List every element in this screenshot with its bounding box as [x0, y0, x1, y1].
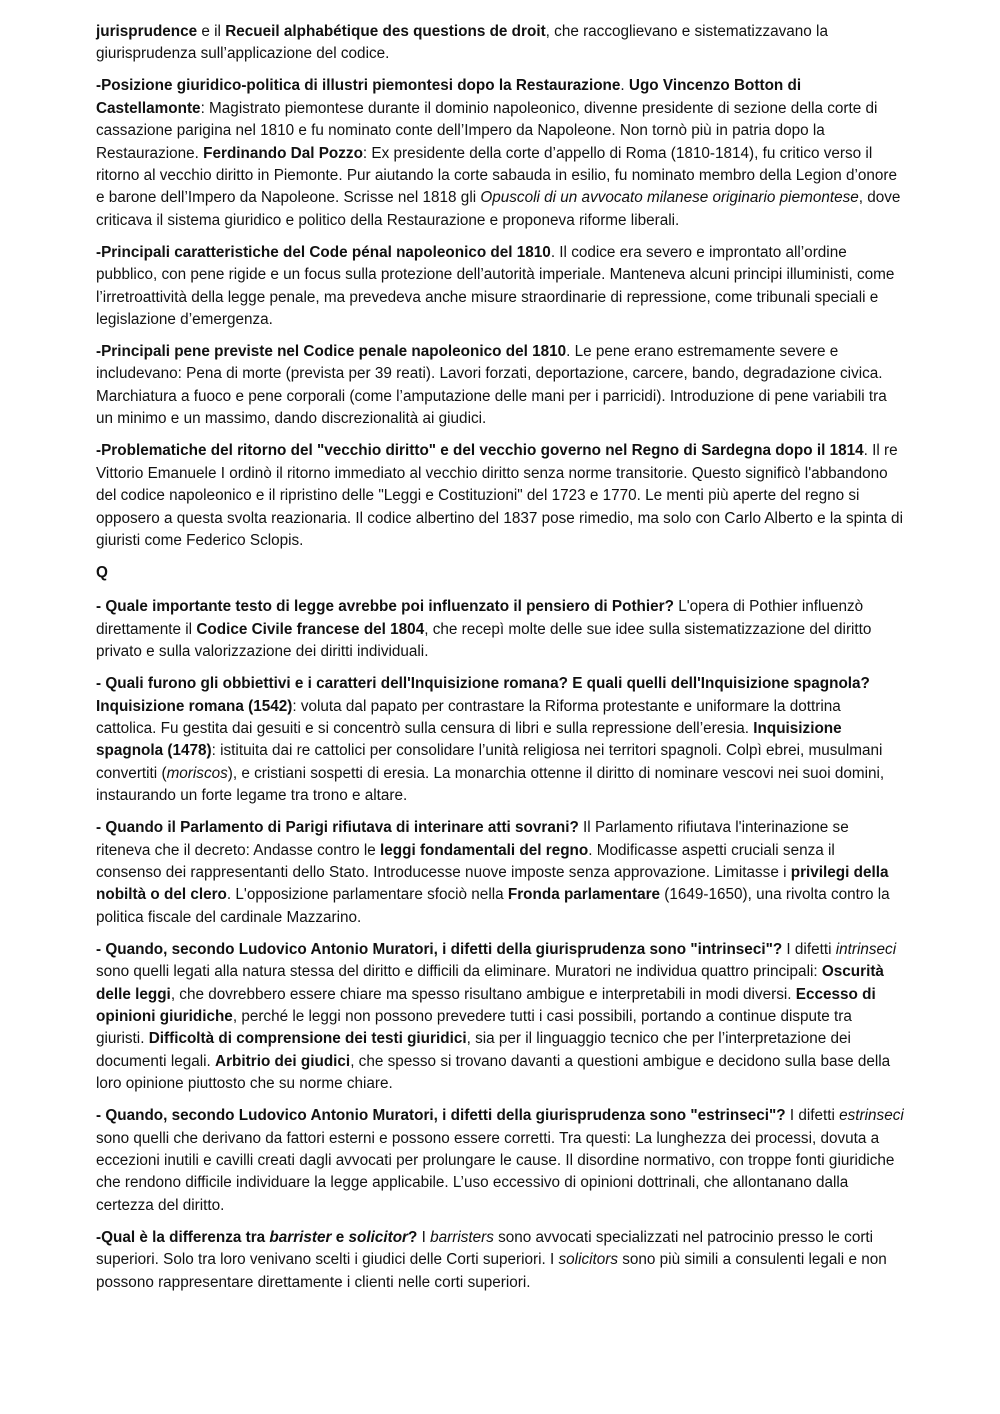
body-text: sono quelli legati alla natura stessa del diritto e difficili da eliminare. Muratori ne individua quattro principali:	[96, 963, 822, 981]
emphasis-text: Codice Civile francese del 1804	[196, 620, 425, 638]
emphasis-text: Arbitrio dei giudici	[215, 1052, 351, 1070]
body-text: . Modificasse aspetti cruciali senza il consenso dei rappresentanti dello Stato. Introducesse nuove imposte senza approvazione. Limitasse i	[96, 841, 835, 881]
body-text: (1649-1650), una rivolta contro la politica fiscale del cardinale Mazzarino.	[96, 886, 890, 926]
emphasis-text: -Principali pene previste nel Codice penale napoleonico del 1810	[96, 343, 567, 361]
body-text: , che recepì molte delle sue idee sulla sistematizzazione del diritto privato e sulla valorizzazione dei diritti individuali.	[96, 620, 872, 661]
emphasis-text: solicitor	[348, 1228, 409, 1246]
body-text: . L'opposizione parlamentare sfociò nella	[226, 886, 508, 904]
emphasis-text: - Quale importante testo di legge avrebbe poi influenzato il pensiero di Pothier?	[96, 598, 674, 616]
body-text: : Magistrato piemontese durante il dominio napoleonico, divenne presidente di sezione della corte di cassazione parigina nel 1810 e fu nominato conte dell’Impero da Napoleone. Non tornò più in patria dopo la Restaurazione.	[96, 99, 878, 162]
emphasis-text: estrinseci	[839, 1107, 904, 1125]
body-text: Il Parlamento rifiutava l'interinazione se riteneva che il decreto: Andasse contro le	[96, 819, 849, 859]
emphasis-text: barrister	[269, 1228, 332, 1246]
paragraph-code-penal	[96, 242, 904, 332]
emphasis-text: leggi fondamentali del regno	[380, 841, 589, 859]
body-text: I difetti	[785, 1107, 840, 1125]
emphasis-text: - Quando, secondo Ludovico Antonio Muratori, i difetti della giurisprudenza sono "estrinseci"?	[96, 1107, 786, 1125]
body-text: : istituita dai re cattolici per consolidare l’unità religiosa nei territori spagnoli. Colpì ebrei, musulmani convertiti (	[96, 742, 883, 782]
body-text: e il	[197, 23, 226, 40]
body-text: . Il re Vittorio Emanuele I ordinò il ritorno immediato al vecchio diritto senza norme transitorie. Questo significò l'abbandono del codice napoleonico e il ripristino delle "Leggi e Costituzioni" del 1723 e 1770. Le menti più aperte del regno si opposero a questa svolta reazionaria. Il codice albertino del 1837 pose rimedio, ma solo con Carlo Alberto e la spinta di giuristi come Federico Sclopis.	[96, 442, 903, 549]
paragraph-piemontesi	[96, 75, 904, 232]
body-text: : Ex presidente della corte d’appello di Roma (1810-1814), fu critico verso il ritorno al vecchio diritto in Piemonte. Pur aiutando la corte sabauda in esilio, fu nominato membro della Legion d’onore e barone dell’Impero da Napoleone. Scrisse nel 1818 gli	[96, 144, 898, 207]
body-text: , che dovrebbero essere chiare ma spesso risultano ambigue e interpretabili in modi diversi.	[170, 985, 796, 1003]
body-text: . Le pene erano estremamente severe e includevano: Pena di morte (prevista per 39 reati). Lavori forzati, deportazione, carcere, bando, degradazione civica. Marchiatura a fuoco e pene corporali (come l’amputazione delle mani per i parricidi). Introduzione di pene variabili tra un minimo e un massimo, dando discrezionalità ai giudici.	[96, 343, 887, 428]
body-text: sono avvocati specializzati nel patrocinio presso le corti superiori. Solo tra loro venivano scelti i giudici delle Corti superiori. I	[96, 1228, 874, 1269]
body-text: L'opera di Pothier influenzò direttamente il	[96, 598, 864, 638]
paragraph-section-q	[96, 562, 904, 584]
body-text: .	[620, 77, 629, 95]
body-text: : voluta dal papato per contrastare la Riforma protestante e uniformare la dottrina cattolica. Fu gestita dai gesuiti e si concentrò sulla censura di libri e sulla repressione dell’eresia.	[96, 697, 841, 737]
body-text: , che raccoglievano e sistematizzavano la giurisprudenza sull’applicazione del codice.	[96, 23, 828, 63]
body-text: , che spesso si trovano davanti a questioni ambigue e decidono sulla base della loro opinione piuttosto che su norme chiare.	[96, 1052, 891, 1093]
emphasis-text: - Quando il Parlamento di Parigi rifiutava di interinare atti sovrani?	[96, 819, 579, 837]
emphasis-text: -Principali caratteristiche del Code pénal napoleonico del 1810	[96, 243, 551, 261]
emphasis-text: Oscurità delle leggi	[96, 963, 884, 1003]
emphasis-text: Fronda parlamentare	[507, 886, 661, 904]
body-text: , perché le leggi non possono prevedere tutti i casi possibili, portando a continue dispute tra giuristi.	[96, 1008, 852, 1048]
body-text: , sia per il linguaggio tecnico che per l’interpretazione dei documenti legali.	[96, 1030, 851, 1070]
emphasis-text: e	[331, 1228, 349, 1246]
body-text: sono più simili a consulenti legali e non possono rappresentare direttamente i clienti nelle corti superiori.	[96, 1251, 887, 1291]
emphasis-text: Opuscoli di un avvocato milanese originario piemontese	[480, 189, 859, 207]
body-text: ), e cristiani sospetti di eresia. La monarchia ottenne il diritto di nominare vescovi nei suoi domini, instaurando un forte legame tra trono e altare.	[96, 764, 885, 805]
paragraph-recueil	[96, 21, 904, 66]
paragraph-inquisizione	[96, 673, 904, 807]
paragraph-parlamento	[96, 817, 904, 929]
emphasis-text: Eccesso di opinioni giuridiche	[96, 985, 876, 1025]
emphasis-text: intrinseci	[835, 940, 897, 958]
emphasis-text: Q	[96, 563, 108, 581]
emphasis-text: barristers	[430, 1228, 494, 1246]
emphasis-text: privilegi della nobiltà o del clero	[96, 863, 889, 904]
emphasis-text: - Quando, secondo Ludovico Antonio Muratori, i difetti della giurisprudenza sono "intrinseci"?	[96, 940, 783, 958]
paragraph-intrinseci	[96, 939, 904, 1096]
emphasis-text: -Posizione giuridico-politica di illustri piemontesi dopo la Restaurazione	[96, 77, 621, 95]
paragraph-pothier	[96, 596, 904, 663]
paragraph-estrinseci	[96, 1105, 904, 1217]
emphasis-text: -Qual è la differenza tra	[96, 1228, 270, 1246]
emphasis-text: Ugo Vincenzo Botton di Castellamonte	[96, 77, 802, 117]
paragraph-barrister	[96, 1227, 904, 1294]
emphasis-text: Ferdinando Dal Pozzo	[203, 144, 363, 162]
emphasis-text: solicitors	[558, 1251, 619, 1269]
emphasis-text: - Quali furono gli obbiettivi e i caratteri dell'Inquisizione romana? E quali quelli dell'Inquisizione spagnola? Inquisizione romana (1542)	[96, 675, 870, 715]
document-body	[96, 21, 904, 1294]
emphasis-text: Recueil alphabétique des questions de droit	[225, 23, 546, 40]
body-text: . Il codice era severo e improntato all’ordine pubblico, con pene rigide e un focus sulla protezione dell’autorità imperiale. Manteneva alcuni principi illuministi, come l’irretroattività della legge penale, ma prevedeva anche misure straordinarie di repressione, come tribunali speciali e legislazione d’emergenza.	[96, 243, 895, 329]
body-text: , dove criticava il sistema giuridico e politico della Restaurazione e proponeva riforme liberali.	[96, 189, 901, 229]
emphasis-text: ?	[408, 1228, 418, 1246]
body-text: I difetti	[782, 940, 836, 958]
emphasis-text: Inquisizione spagnola (1478)	[96, 719, 842, 760]
paragraph-vecchio-diritto	[96, 440, 904, 552]
emphasis-text: jurisprudence	[96, 23, 198, 40]
emphasis-text: Difficoltà di comprensione dei testi giuridici	[148, 1030, 467, 1048]
emphasis-text: -Problematiche del ritorno del "vecchio diritto" e del vecchio governo nel Regno di Sardegna dopo il 1814	[96, 442, 864, 460]
paragraph-pene	[96, 341, 904, 431]
emphasis-text: moriscos	[166, 764, 228, 782]
body-text: sono quelli che derivano da fattori esterni e possono essere corretti. Tra questi: La lunghezza dei processi, dovuta a eccezioni inutili e cavilli creati dagli avvocati per prolungare le cause. Il disordine normativo, con troppe fonti giuridiche che rendono difficile individuare la legge applicabile. L’uso eccessivo di opinioni dottrinali, che allontanano dalla certezza del diritto.	[96, 1129, 895, 1214]
body-text: I	[417, 1228, 431, 1246]
